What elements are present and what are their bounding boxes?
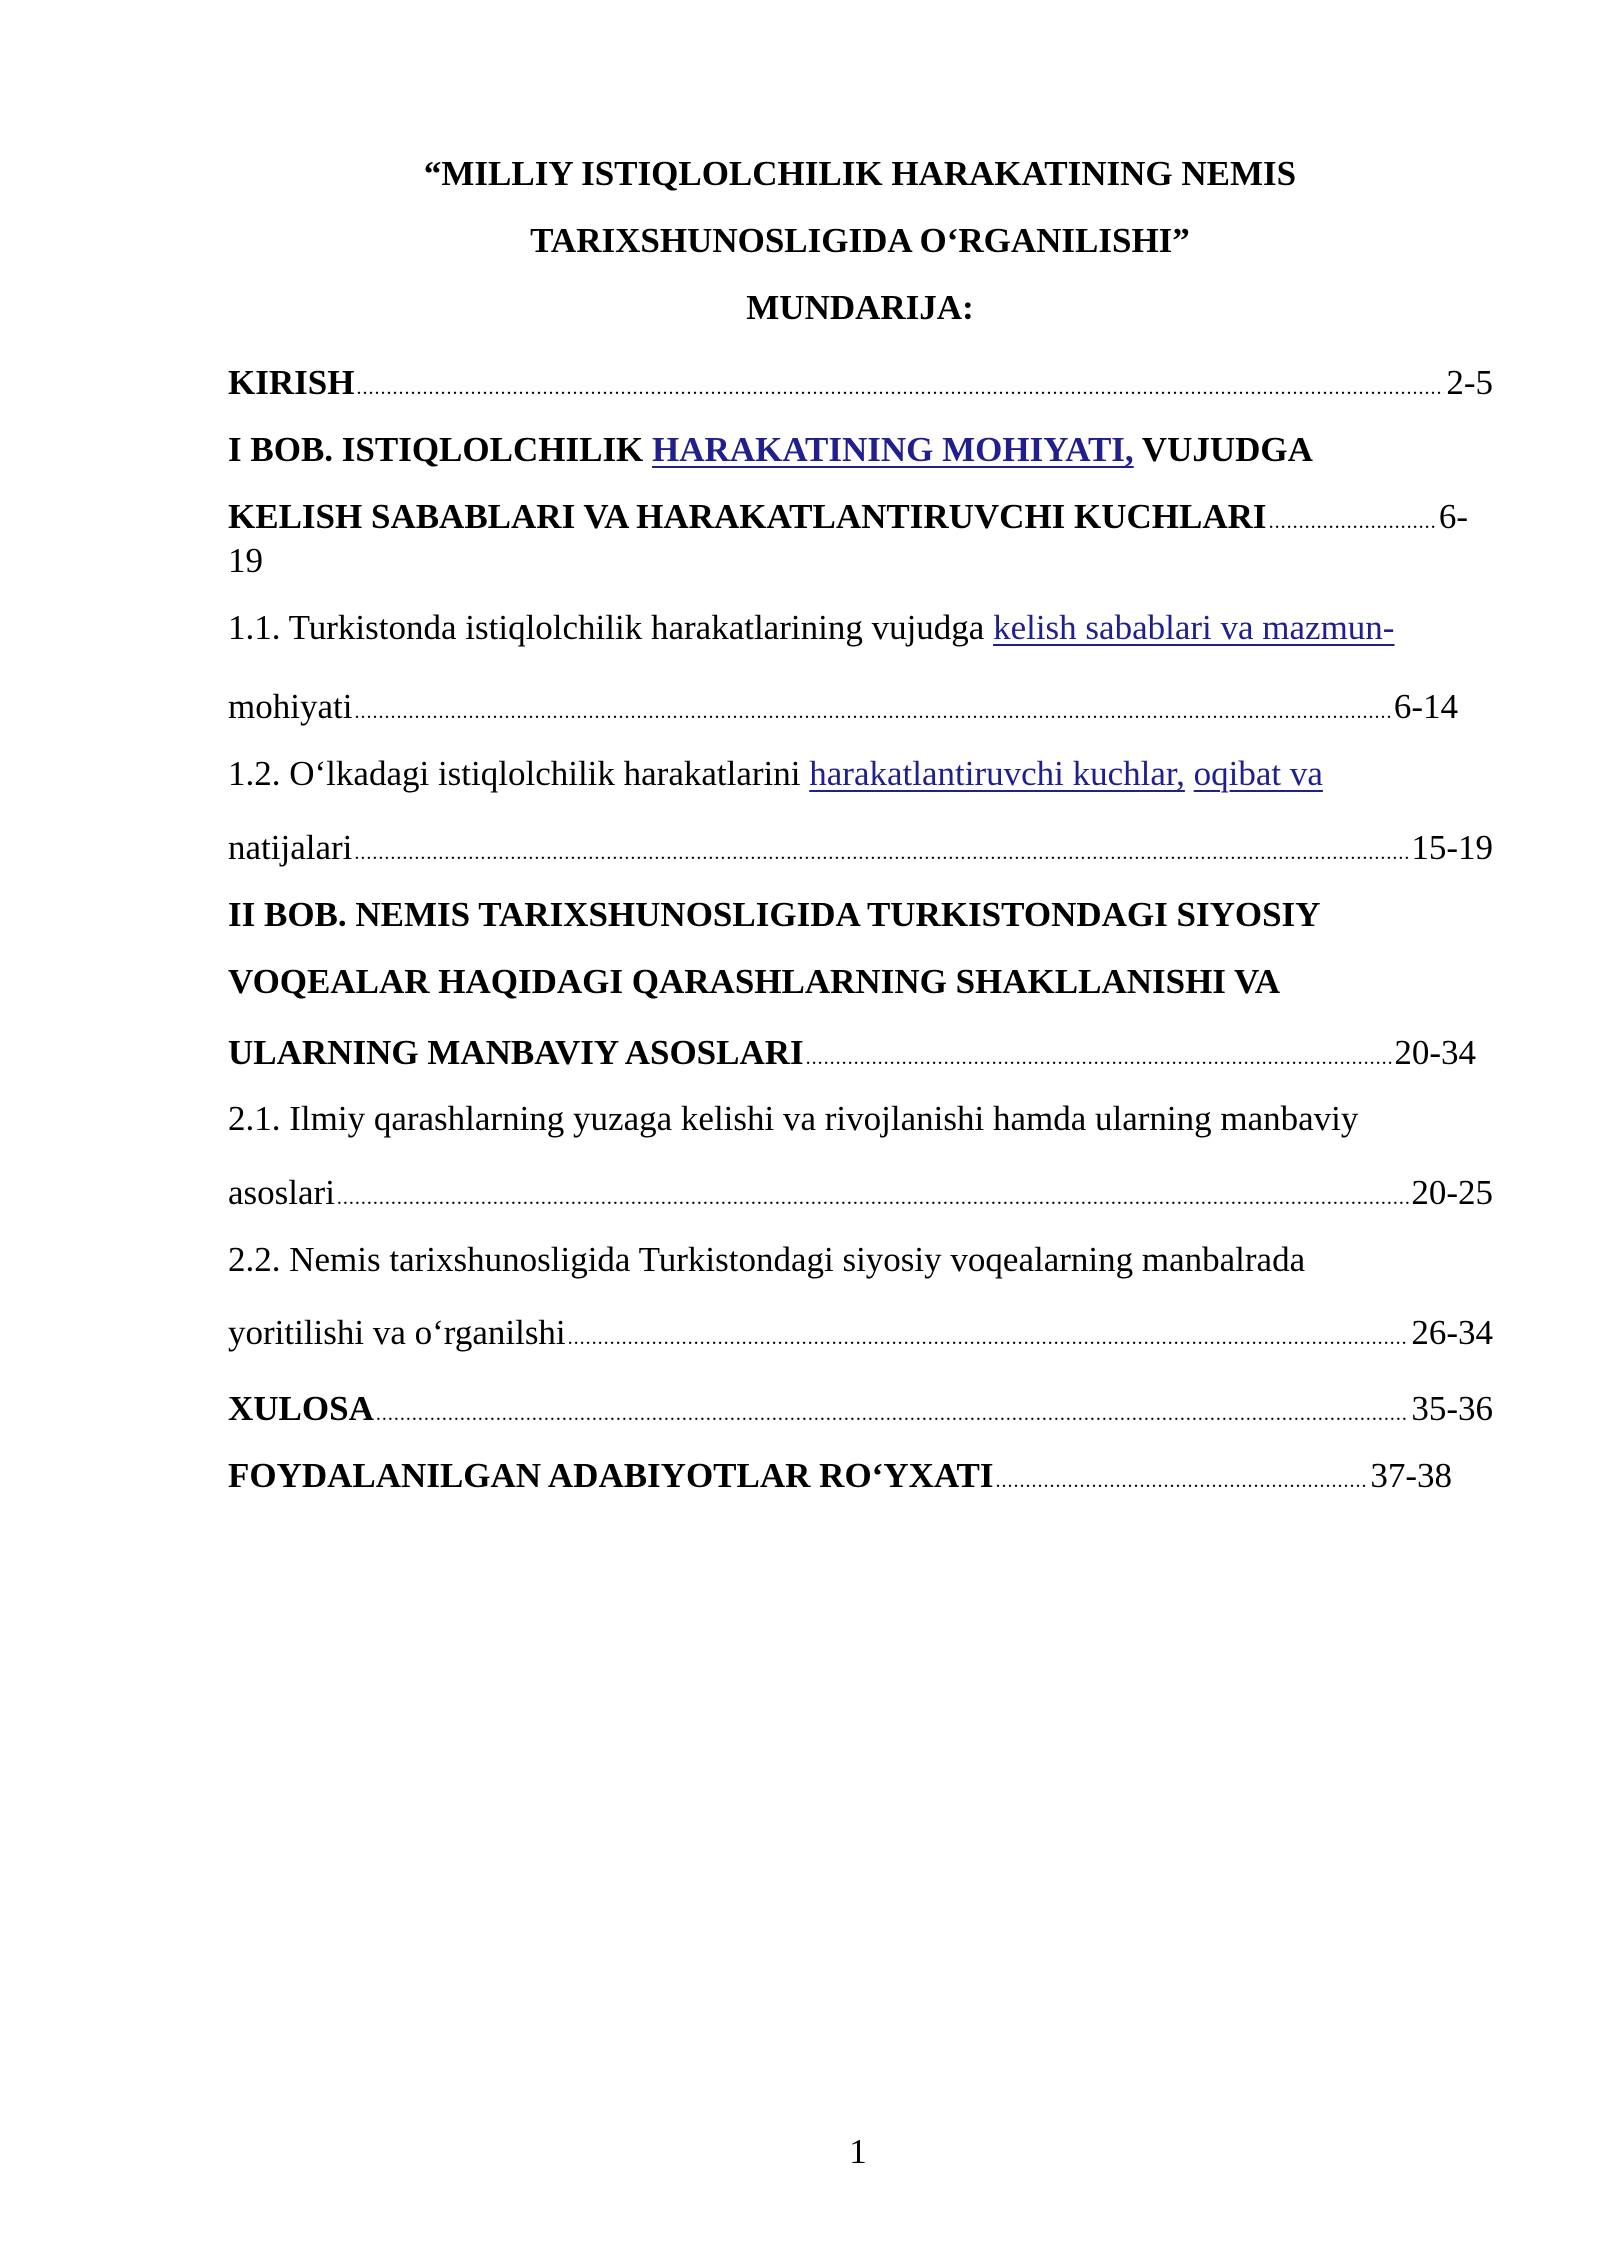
contents-heading: MUNDARIJA: xyxy=(746,288,974,327)
toc-dot-leader xyxy=(1269,500,1437,544)
toc-entry-chapter-2-line-2: VOQEALAR HAQIDAGI QARASHLARNING SHAKLLANISHI VA xyxy=(228,962,1281,1001)
toc-entry-label: FOYDALANILGAN ADABIYOTLAR RO‘YXATI xyxy=(228,1456,994,1495)
toc-entry-section-2-2-line-1: 2.2. Nemis tarixshunosligida Turkistondagi siyosiy voqealarning manbalrada xyxy=(228,1240,1306,1279)
toc-entry-section-2-1-line-1: 2.1. Ilmiy qarashlarning yuzaga kelishi va rivojlanishi hamda ularning manbaviy xyxy=(228,1099,1359,1138)
toc-entry-chapter-1-line-1 xyxy=(228,428,1493,472)
toc-page-range: 26-34 xyxy=(1411,1313,1493,1352)
toc-dot-leader xyxy=(376,1392,1409,1436)
toc-entry-chapter-2-line-1: II BOB. NEMIS TARIXSHUNOSLIGIDA TURKISTONDAGI SIYOSIY xyxy=(228,895,1321,934)
toc-entry-label: KELISH SABABLARI VA HARAKATLANTIRUVCHI KUCHLARI xyxy=(228,497,1267,536)
toc-entry-label: mohiyati xyxy=(228,687,353,726)
toc-entry-label: asoslari xyxy=(228,1173,335,1212)
toc-section-1-1-prefix: 1.1. Turkistonda istiqlolchilik harakatlarining vujudga xyxy=(228,608,994,647)
toc-dot-leader xyxy=(337,1176,1409,1220)
document-title-line-2: TARIXSHUNOSLIGIDA O‘RGANILISHI” xyxy=(530,221,1190,260)
toc-entry-section-1-1-line-1 xyxy=(228,606,1493,650)
toc-entry-references[interactable] xyxy=(228,1454,1452,1503)
toc-section-1-2-prefix: 1.2. O‘lkadagi istiqlolchilik harakatlarini xyxy=(228,754,810,793)
toc-entry-chapter-2-line-3[interactable] xyxy=(228,1031,1476,1080)
toc-dot-leader xyxy=(996,1459,1369,1503)
toc-entry-section-2-2-line-2[interactable] xyxy=(228,1311,1493,1360)
toc-link-harakatlantiruvchi-kuchlar[interactable]: harakatlantiruvchi kuchlar, xyxy=(809,754,1185,793)
toc-page-range-end: 19 xyxy=(228,541,263,580)
document-title-line-1: “MILLIY ISTIQLOLCHILIK HARAKATINING NEMIS xyxy=(423,154,1297,193)
toc-entry-label: KIRISH xyxy=(228,363,355,402)
toc-page-range: 37-38 xyxy=(1370,1456,1452,1495)
toc-page-range: 15-19 xyxy=(1411,828,1493,867)
toc-page-range: 20-34 xyxy=(1394,1033,1476,1072)
toc-page-range: 6-14 xyxy=(1393,687,1458,726)
toc-entry-intro[interactable] xyxy=(228,361,1493,410)
toc-link-oqibat-va[interactable]: oqibat va xyxy=(1193,754,1323,793)
toc-dot-leader xyxy=(354,690,1391,734)
toc-dot-leader xyxy=(354,831,1409,875)
toc-chapter-1-prefix: I BOB. ISTIQLOLCHILIK xyxy=(228,430,653,469)
toc-page-range: 20-25 xyxy=(1411,1173,1493,1212)
toc-link-kelish-sabablari[interactable]: kelish sabablari va mazmun- xyxy=(993,608,1395,647)
page-number: 1 xyxy=(849,2132,867,2171)
toc-entry-label: ULARNING MANBAVIY ASOSLARI xyxy=(228,1033,804,1072)
toc-dot-leader xyxy=(356,366,1444,410)
toc-page-range-start: 6- xyxy=(1438,497,1468,536)
toc-chapter-1-suffix: VUJUDGA xyxy=(1133,430,1313,469)
toc-entry-conclusion[interactable] xyxy=(228,1387,1493,1436)
toc-entry-section-2-1-line-2[interactable] xyxy=(228,1171,1493,1220)
toc-page-range: 2-5 xyxy=(1446,363,1493,402)
toc-entry-label: yoritilishi va o‘rganilshi xyxy=(228,1313,566,1352)
toc-entry-section-1-2-line-2[interactable] xyxy=(228,826,1493,875)
toc-page-range: 35-36 xyxy=(1411,1389,1493,1428)
toc-entry-section-1-2-line-1 xyxy=(228,752,1493,796)
toc-entry-chapter-1-line-2[interactable] xyxy=(228,495,1468,544)
toc-entry-label: XULOSA xyxy=(228,1389,374,1428)
toc-entry-section-1-1-line-2[interactable] xyxy=(228,685,1458,734)
toc-link-harakatining-mohiyati[interactable]: HARAKATINING MOHIYATI, xyxy=(652,430,1134,469)
toc-dot-leader xyxy=(806,1036,1393,1080)
toc-entry-label: natijalari xyxy=(228,828,353,867)
toc-dot-leader xyxy=(568,1316,1410,1360)
